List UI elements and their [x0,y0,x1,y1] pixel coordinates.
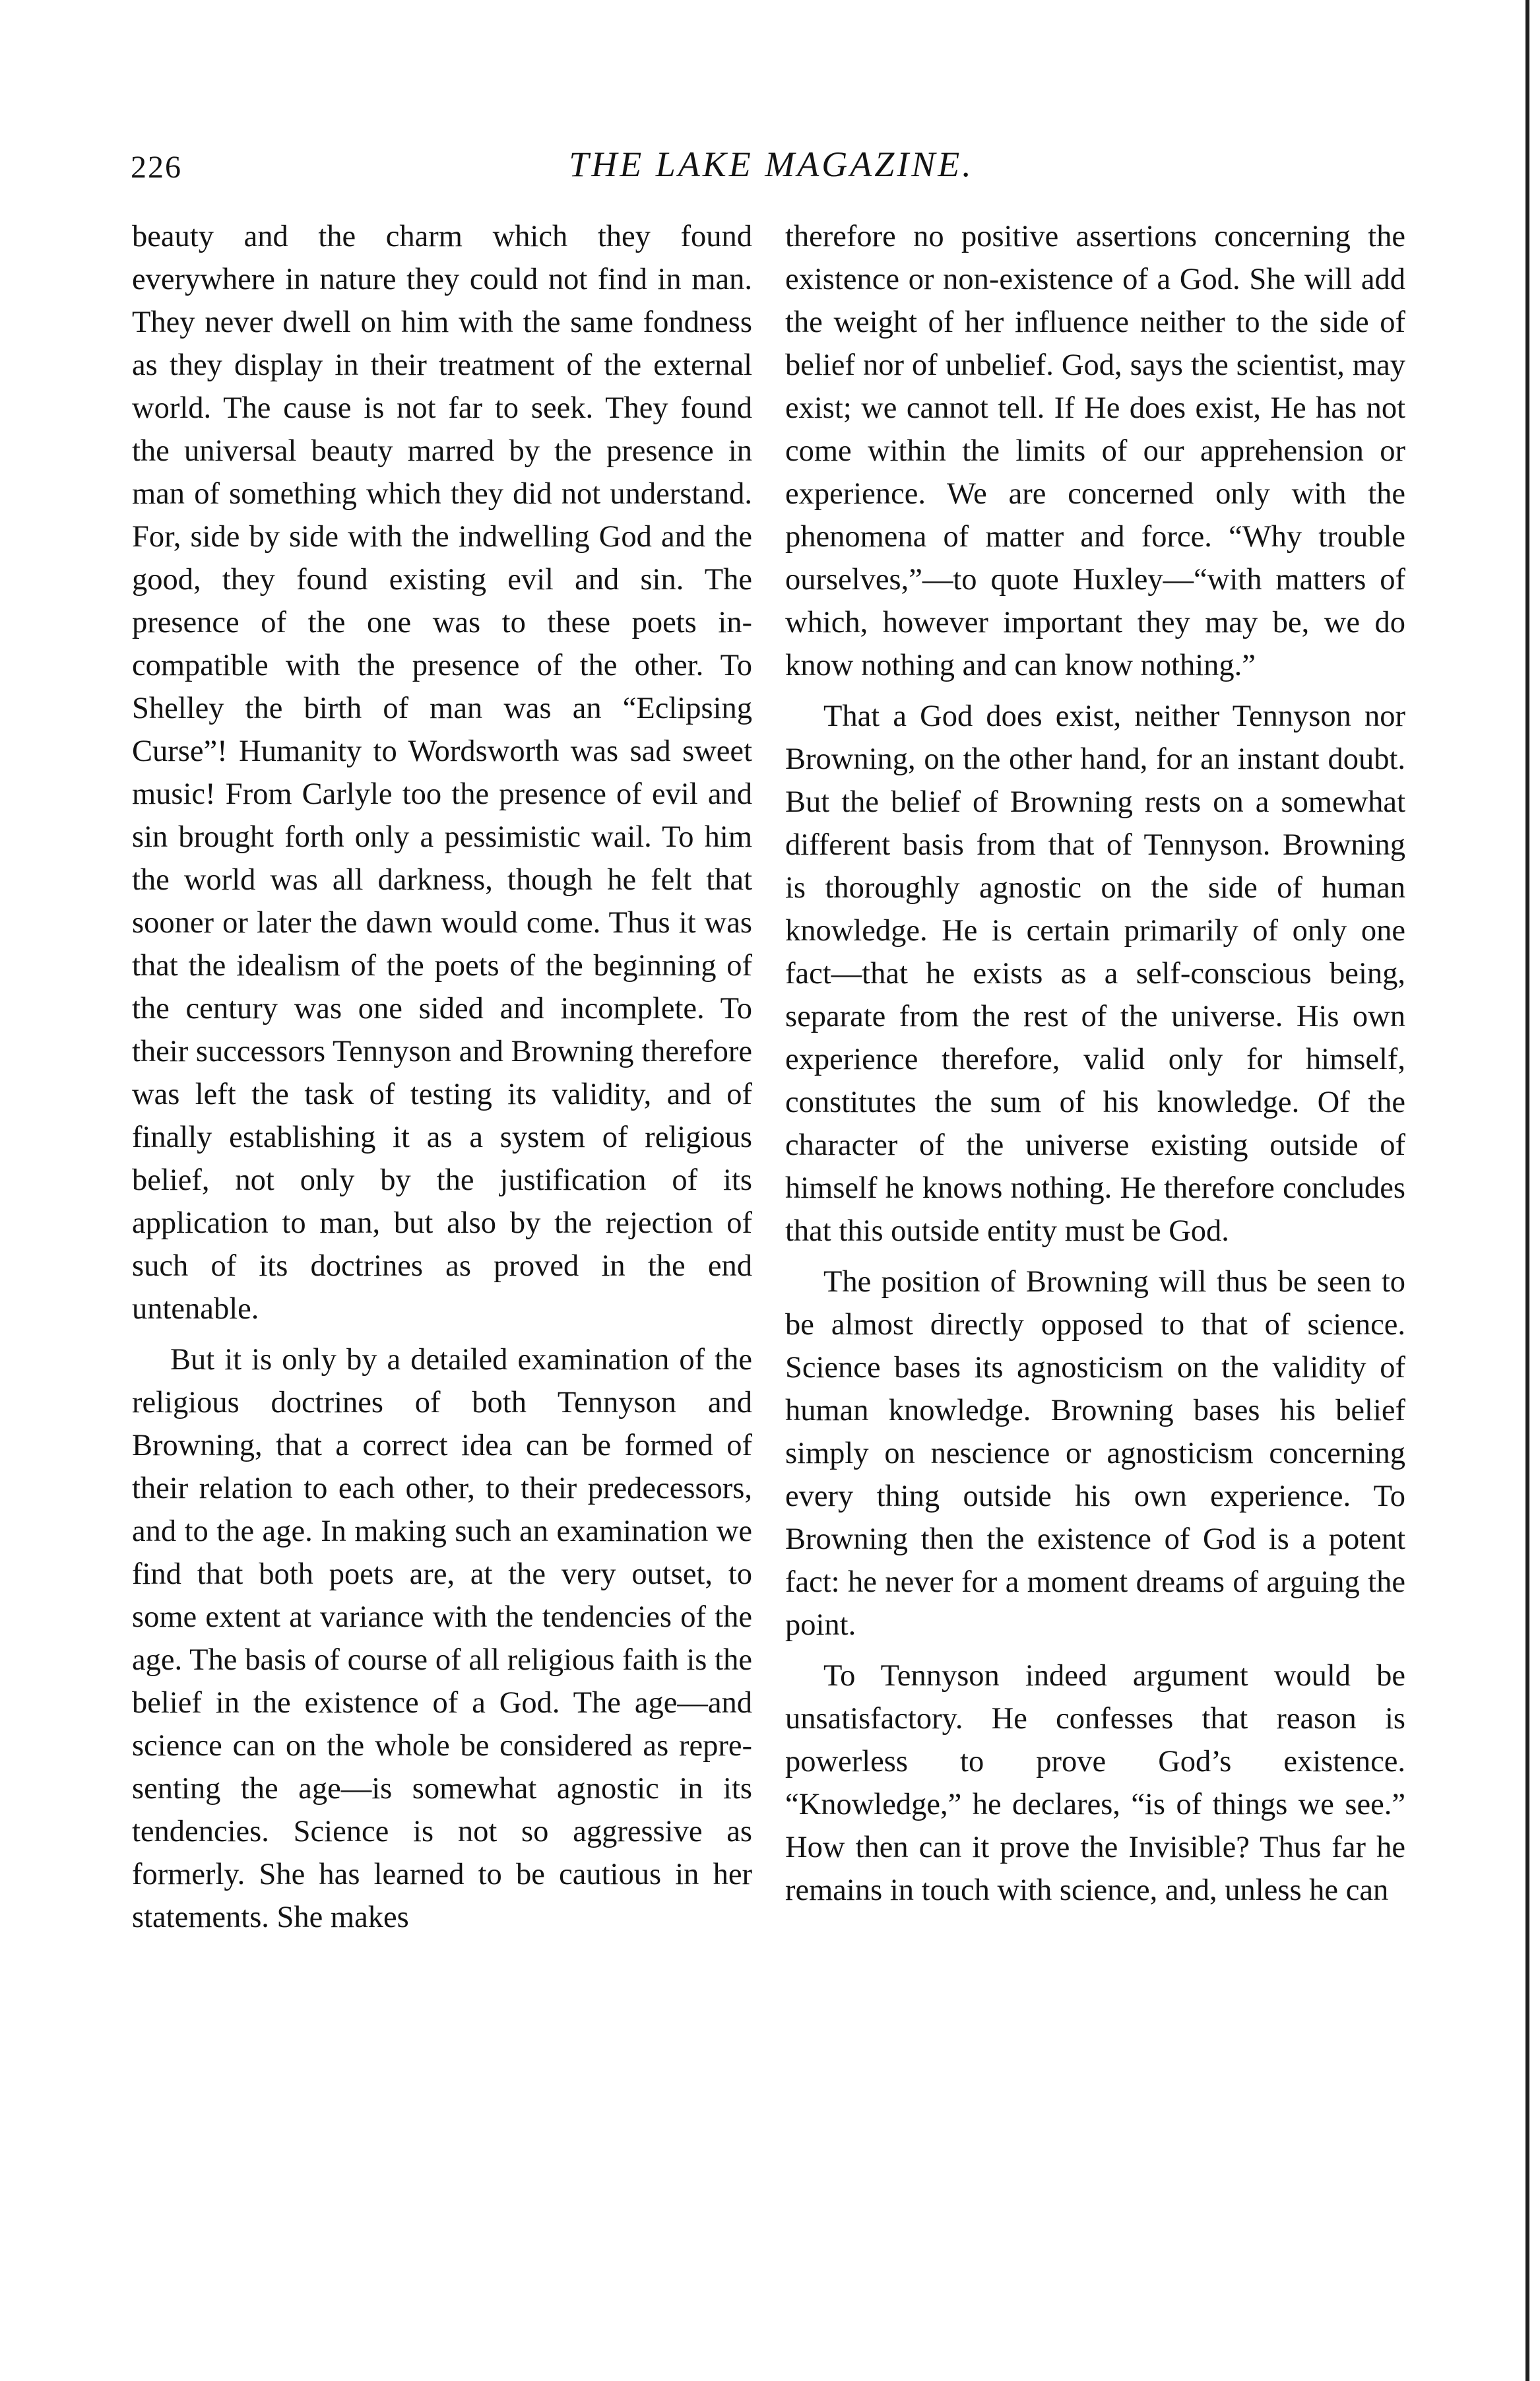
paragraph: therefore no positive assertions concerning the existence or non-existence of a God. She will add the weight of her influence neither to the side of belief nor of unbelief. God, says the scientist, may exist; we cannot tell. If He does exist, He has not come within the limits of our apprehension or experience. We are concerned only with the phenomena of matter and force. “Why trouble ourselves,”—to quote Huxley—“with matters of which, however important they may be, we do know nothing and can know nothing.” [785,220,1405,682]
right-column [785,215,1405,1920]
paragraph: beauty and the charm which they found everywhere in nature they could not find in man. They never dwell on him with the same fondness as they display in their treatment of the external world. The cause is not far to seek. They found the universal beauty marred by the presence in man of something which they did not understand. For, side by side with the indwelling God and the good, they found existing evil and sin. The presence of the one was to these poets incompatible with the presence of the other. To Shelley the birth of man was an “Eclipsing Curse”! Humanity to Wordsworth was sad sweet music! From Carlyle too the presence of evil and sin brought forth only a pessimistic wail. To him the world was all darkness, though he felt that sooner or later the dawn would come. Thus it was that the idealism of the poets of the beginning of the century was one sided and incomplete. To their successors Tennyson and Browning therefore was left the task of testing its validity, and of finally establishing it as a system of religious belief, not only by the justification of its application to man, but also by the rejection of such of its doctrines as proved in the end untenable. [132,220,752,1326]
paragraph: To Tennyson indeed argument would be unsatisfactory. He confesses that reason is powerless to prove God’s existence. “Knowledge,” he declares, “is of things we see.” How then can it prove the Invisible? Thus far he remains in touch with science, and, unless he can [785,1659,1405,1907]
page-edge-rule [1525,0,1529,2381]
page-number: 226 [131,150,182,185]
left-column [132,215,752,1947]
running-title: THE LAKE MAGAZINE. [569,145,974,184]
paragraph: The position of Browning will thus be seen to be almost directly opposed to that of science. Science bases its agnosticism on the validity of human knowledge. Browning bases his belief simply on nescience or agnosticism concerning every thing outside his own experience. To Browning then the existence of God is a potent fact: he never for a moment dreams of arguing the point. [785,1265,1405,1642]
paragraph: That a God does exist, neither Tennyson nor Browning, on the other hand, for an instant doubt. But the belief of Browning rests on a somewhat different basis from that of Tennyson. Browning is thoroughly agnostic on the side of human knowledge. He is certain primarily of only one fact—that he exists as a self-conscious being, separate from the rest of the universe. His own experience therefore, valid only for himself, constitutes the sum of his knowledge. Of the character of the universe existing outside of himself he knows nothing. He therefore concludes that this outside entity must be God. [785,700,1405,1248]
paragraph: But it is only by a detailed examination of the religious doctrines of both Tennyson and Browning, that a correct idea can be formed of their relation to each other, to their predecessors, and to the age. In making such an examination we find that both poets are, at the very outset, to some extent at variance with the tendencies of the age. The basis of course of all religious faith is the belief in the existence of a God. The age—and science can on the whole be considered as representing the age—is somewhat agnostic in its tendencies. Science is not so aggressive as formerly. She has learned to be cautious in her statements. She makes [132,1343,752,1934]
page-header [131,144,1412,190]
